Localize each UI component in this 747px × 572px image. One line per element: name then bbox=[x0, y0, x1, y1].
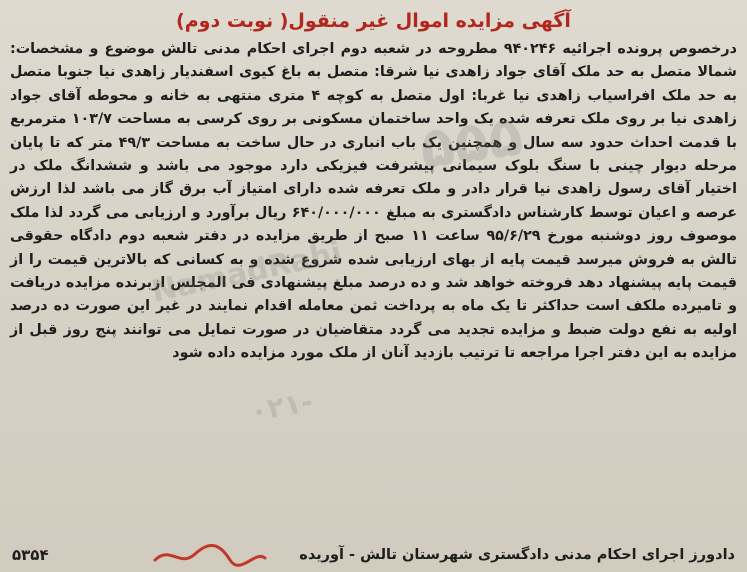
watermark-phone: ۰۲۱- bbox=[247, 384, 316, 429]
notice-footer bbox=[12, 546, 735, 564]
handwritten-mark-icon bbox=[150, 540, 270, 570]
notice-code: ۵۳۵۴ bbox=[12, 546, 49, 564]
notice-title: آگهی مزایده اموال غیر منقول( نوبت دوم) bbox=[176, 10, 571, 32]
watermark-site-name: NamadRahi bbox=[148, 235, 345, 310]
notice-signature: دادورز اجرای احکام مدنی دادگستری شهرستان تالش - آوریده bbox=[299, 547, 735, 563]
watermark-logo: ۵۵۵ bbox=[415, 103, 527, 182]
notice-body: درخصوص پرونده اجرائیه ۹۴۰۲۴۶ مطروحه در شعبه دوم اجرای احکام مدنی تالش موضوع و مشخصات: شمالا متصل به حد ملک آقای جواد زاهدی نیا شرقا: متصل به باغ کیوی اسفندیار زاهدی نیا جنوبا متصل به حد ملک افراسیاب زاهدی نیا غربا: اول متصل به کوچه ۴ متری منتهی به خانه و محوطه آقای جواد زاهدی نیا بر روی ملک تعرفه شده یک واحد ساختمان مسکونی بر روی کرسی به مساحت ۱۰۳/۷ مترمربع با قدمت احداث حدود سه سال و همچنین یک باب انباری در حال ساخت به مساحت ۴۹/۳ متر که تا پایان مرحله دیوار چینی با سنگ بلوک سیمانی پیشرفت فیزیکی دارد موجود می باشد و ششدانگ ملک در اختیار آقای رسول زاهدی نیا قرار دادر و ملک تعرفه شده دارای امتیاز آب برق گاز می باشد لذا ارزش عرصه و اعیان توسط کارشناس دادگستری به مبلغ ۶۴۰/۰۰۰/۰۰۰ ریال برآورد و ارزیابی می گردد لذا ملک موصوف روز دوشنبه مورخ ۹۵/۶/۲۹ ساعت ۱۱ صبح از طریق مزایده در دفتر شعبه دوم دادگاه حقوقی تالش به فروش میرسد قیمت پایه از بهای ارزیابی شده شروع شده و به کسانی که بالاترین قیمت را از قیمت پایه پیشنهاد دهد فروخته خواهد شد و ده درصد مبلغ پیشنهادی فی المجلس ازبرنده مزایده دریافت و تامیرده ملکف است حداکثر تا یک ماه به پرداخت ثمن معامله اقدام نمایند در غیر این صورت ده درصد اولیه به نفع دولت ضبط و مزایده تجدید می گردد متقاضیان در صورت تمایل می توانند پنج روز قبل از مزایده به این دفتر اجرا مراجعه تا ترتیب بازدید آنان از ملک مورد مزایده داده شود bbox=[10, 41, 737, 362]
